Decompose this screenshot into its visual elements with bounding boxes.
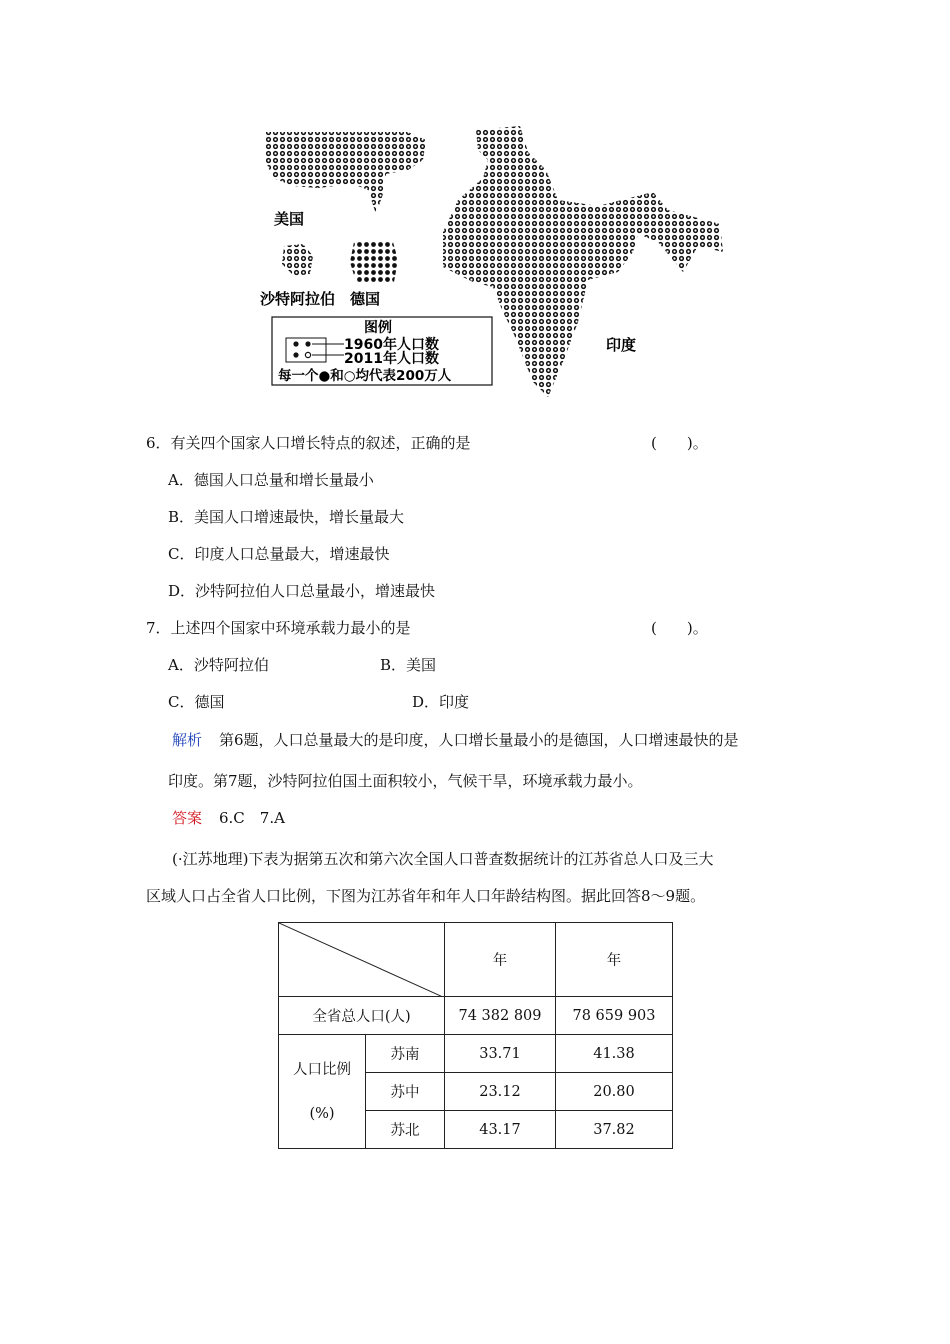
total-label: 全省总人口(人)	[279, 997, 445, 1035]
intro-line-1: (·江苏地理)下表为据第五次和第六次全国人口普查数据统计的江苏省总人口及三大	[172, 850, 714, 868]
analysis-label: 解析	[172, 731, 203, 749]
corner-diagonal	[279, 923, 443, 997]
q6-option-a: A．德国人口总量和增长量最小	[168, 471, 374, 489]
q7-option-b: B．美国	[380, 656, 437, 674]
legend-title: 图例	[364, 320, 392, 336]
usa-label: 美国	[274, 210, 305, 228]
region-name: 苏北	[366, 1111, 445, 1149]
analysis-line-2: 印度。第7题，沙特阿拉伯国土面积较小，气候干旱，环境承载力最小。	[168, 772, 643, 790]
dot-map-svg	[258, 122, 728, 402]
table-header-year-2: 年	[556, 923, 673, 997]
region-value-1: 43.17	[445, 1111, 556, 1149]
analysis-line-1: 第6题，人口总量最大的是印度，人口增长量最小的是德国，人口增速最快的是	[219, 731, 739, 749]
region-name: 苏中	[366, 1073, 445, 1111]
q7-option-c: C．德国	[168, 693, 225, 711]
legend-dot-2011-hollow	[305, 352, 310, 357]
legend-dot-2011-solid	[293, 352, 298, 357]
ratio-label: 人口比例	[293, 1061, 351, 1078]
q7-paren: ( )。	[651, 619, 708, 637]
q6-stem: 6．有关四个国家人口增长特点的叙述，正确的是	[146, 434, 471, 452]
legend-2011: 2011年人口数	[344, 351, 439, 367]
answer-label: 答案	[172, 809, 203, 827]
population-table	[278, 922, 673, 1149]
usa-dots	[266, 132, 426, 214]
table-header-row	[279, 923, 673, 997]
germany-label: 德国	[350, 290, 381, 308]
india-label: 印度	[606, 336, 637, 354]
q6-paren: ( )。	[651, 434, 708, 452]
legend-dot-1960-a	[293, 341, 298, 346]
map-legend	[272, 317, 492, 385]
region-value-1: 33.71	[445, 1035, 556, 1073]
legend-note: 每一个●和○均代表200万人	[278, 368, 452, 384]
ratio-label-cell	[279, 1035, 366, 1149]
table-corner-cell	[279, 923, 445, 997]
saudi-dots	[282, 244, 313, 276]
answer-text: 6.C 7.A	[219, 809, 285, 827]
intro-line-2: 区域人口占全省人口比例，下图为江苏省年和年人口年龄结构图。据此回答8～9题。	[146, 887, 706, 905]
table-header-year-1: 年	[445, 923, 556, 997]
total-value-2: 78 659 903	[556, 997, 673, 1035]
q7-option-d: D．印度	[412, 693, 470, 711]
region-value-2: 37.82	[556, 1111, 673, 1149]
saudi-label: 沙特阿拉伯	[260, 290, 336, 308]
population-dot-map	[258, 122, 728, 402]
legend-1960: 1960年人口数	[344, 337, 439, 353]
q6-option-c: C．印度人口总量最大，增速最快	[168, 545, 390, 563]
region-value-2: 41.38	[556, 1035, 673, 1073]
legend-dot-1960-b	[305, 341, 310, 346]
q7-option-a: A．沙特阿拉伯	[168, 656, 269, 674]
region-value-2: 20.80	[556, 1073, 673, 1111]
q6-option-d: D．沙特阿拉伯人口总量最小，增速最快	[168, 582, 436, 600]
germany-dots	[350, 242, 398, 282]
total-value-1: 74 382 809	[445, 997, 556, 1035]
table-row-total	[279, 997, 673, 1035]
ratio-unit: (%)	[309, 1105, 335, 1122]
q6-option-b: B．美国人口增速最快，增长量最大	[168, 508, 405, 526]
region-name: 苏南	[366, 1035, 445, 1073]
q7-stem: 7．上述四个国家中环境承载力最小的是	[146, 619, 411, 637]
region-value-1: 23.12	[445, 1073, 556, 1111]
table-row	[279, 1035, 673, 1073]
